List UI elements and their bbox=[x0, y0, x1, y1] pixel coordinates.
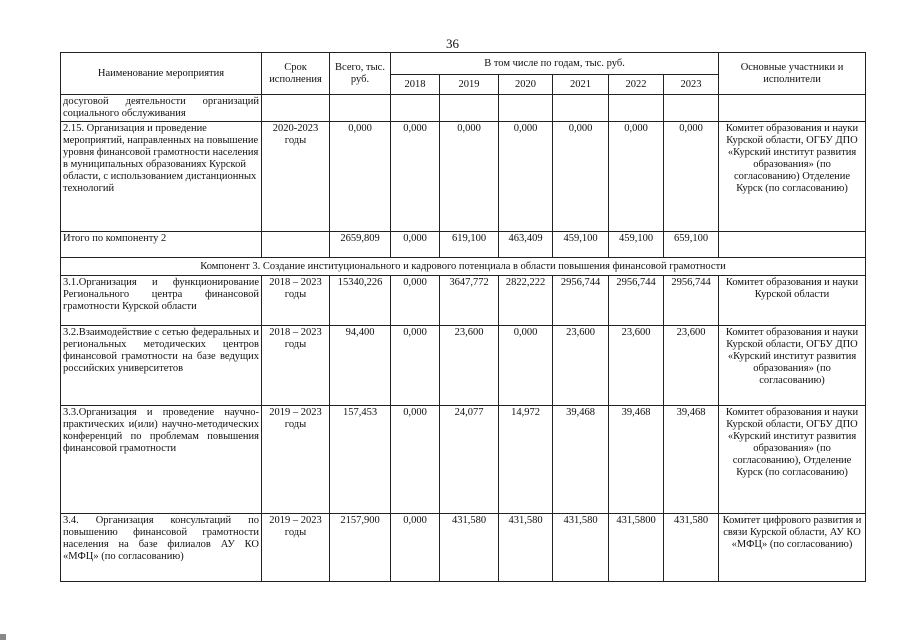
row-year-value: 24,077 bbox=[440, 406, 499, 514]
row-year-value: 2956,744 bbox=[664, 276, 719, 326]
row-term: 2019 – 2023 годы bbox=[262, 406, 330, 514]
scan-artifact bbox=[0, 634, 6, 640]
row-name: 3.1.Организация и функционирование Регионального центра финансовой грамотности Курской области bbox=[61, 276, 262, 326]
row-year-value: 0,000 bbox=[391, 232, 440, 258]
table-row bbox=[61, 276, 866, 326]
header-by-years: В том числе по годам, тыс. руб. bbox=[391, 53, 719, 75]
header-year: 2019 bbox=[440, 75, 499, 95]
row-year-value: 0,000 bbox=[499, 122, 553, 232]
row-year-value bbox=[553, 95, 609, 122]
row-participants: Комитет образования и науки Курской области bbox=[719, 276, 866, 326]
table-row bbox=[61, 232, 866, 258]
header-term: Срок исполнения bbox=[262, 53, 330, 95]
page-number: 36 bbox=[446, 36, 459, 51]
row-year-value: 0,000 bbox=[391, 276, 440, 326]
row-year-value: 39,468 bbox=[553, 406, 609, 514]
budget-table bbox=[60, 52, 866, 582]
row-year-value bbox=[499, 95, 553, 122]
row-total: 2157,900 bbox=[330, 514, 391, 582]
row-term: 2018 – 2023 годы bbox=[262, 326, 330, 406]
row-participants bbox=[719, 232, 866, 258]
row-total: 94,400 bbox=[330, 326, 391, 406]
row-name: 2.15. Организация и проведение мероприятий, направленных на повышение уровня финансовой грамотности населения в муниципальных образованиях Курской области, с использованием дистанционных технологий bbox=[61, 122, 262, 232]
row-year-value: 39,468 bbox=[664, 406, 719, 514]
row-total: 0,000 bbox=[330, 122, 391, 232]
row-participants: Комитет образования и науки Курской области, ОГБУ ДПО «Курский институт развития образования» (по согласованию) bbox=[719, 326, 866, 406]
header-year: 2023 bbox=[664, 75, 719, 95]
row-year-value: 23,600 bbox=[664, 326, 719, 406]
row-year-value: 659,100 bbox=[664, 232, 719, 258]
row-name: досуговой деятельности организаций социального обслуживания bbox=[61, 95, 262, 122]
row-term bbox=[262, 95, 330, 122]
row-year-value: 23,600 bbox=[609, 326, 664, 406]
row-year-value bbox=[440, 95, 499, 122]
row-year-value: 14,972 bbox=[499, 406, 553, 514]
row-participants: Комитет образования и науки Курской области, ОГБУ ДПО «Курский институт развития образования» (по согласованию), Отделение Курск (по согласованию) bbox=[719, 406, 866, 514]
row-year-value: 0,000 bbox=[391, 406, 440, 514]
row-participants: Комитет образования и науки Курской области, ОГБУ ДПО «Курский институт развития образования» (по согласованию) Отделение Курск (по согласованию) bbox=[719, 122, 866, 232]
row-year-value: 23,600 bbox=[553, 326, 609, 406]
row-participants bbox=[719, 95, 866, 122]
row-year-value: 2956,744 bbox=[553, 276, 609, 326]
row-year-value: 3647,772 bbox=[440, 276, 499, 326]
row-total bbox=[330, 95, 391, 122]
component-row bbox=[61, 258, 866, 276]
row-year-value: 431,580 bbox=[664, 514, 719, 582]
header-name: Наименование мероприятия bbox=[61, 53, 262, 95]
row-total: 157,453 bbox=[330, 406, 391, 514]
row-term: 2018 – 2023 годы bbox=[262, 276, 330, 326]
row-year-value: 431,580 bbox=[440, 514, 499, 582]
row-year-value: 0,000 bbox=[391, 326, 440, 406]
header-year: 2020 bbox=[499, 75, 553, 95]
row-total: 2659,809 bbox=[330, 232, 391, 258]
row-term bbox=[262, 232, 330, 258]
row-name: 3.2.Взаимодействие с сетью федеральных и региональных методических центров финансовой грамотности на базе ведущих российских университетов bbox=[61, 326, 262, 406]
table-row bbox=[61, 406, 866, 514]
row-year-value: 0,000 bbox=[664, 122, 719, 232]
row-name: 3.4. Организация консультаций по повышению финансовой грамотности населения на базе филиалов АУ КО «МФЦ» (по согласованию) bbox=[61, 514, 262, 582]
row-year-value: 463,409 bbox=[499, 232, 553, 258]
row-year-value: 0,000 bbox=[391, 122, 440, 232]
table-row bbox=[61, 95, 866, 122]
row-total: 15340,226 bbox=[330, 276, 391, 326]
row-term: 2019 – 2023 годы bbox=[262, 514, 330, 582]
table-row bbox=[61, 326, 866, 406]
row-name: Итого по компоненту 2 bbox=[61, 232, 262, 258]
row-year-value: 431,5800 bbox=[609, 514, 664, 582]
row-year-value: 431,580 bbox=[499, 514, 553, 582]
header-year: 2018 bbox=[391, 75, 440, 95]
row-term: 2020-2023 годы bbox=[262, 122, 330, 232]
row-year-value bbox=[664, 95, 719, 122]
row-year-value bbox=[609, 95, 664, 122]
row-year-value: 619,100 bbox=[440, 232, 499, 258]
header-participants: Основные участники и исполнители bbox=[719, 53, 866, 95]
header-year: 2021 bbox=[553, 75, 609, 95]
row-year-value: 0,000 bbox=[440, 122, 499, 232]
table-row bbox=[61, 514, 866, 582]
row-year-value: 0,000 bbox=[609, 122, 664, 232]
row-year-value: 0,000 bbox=[391, 514, 440, 582]
table-row bbox=[61, 122, 866, 232]
row-name: 3.3.Организация и проведение научно-практических и(или) научно-методических конференций по проблемам повышения финансовой грамотности bbox=[61, 406, 262, 514]
row-year-value: 459,100 bbox=[609, 232, 664, 258]
row-year-value: 23,600 bbox=[440, 326, 499, 406]
row-year-value: 2822,222 bbox=[499, 276, 553, 326]
component-header: Компонент 3. Создание институционального и кадрового потенциала в области повышения финансовой грамотности bbox=[61, 258, 866, 276]
row-year-value bbox=[391, 95, 440, 122]
row-year-value: 39,468 bbox=[609, 406, 664, 514]
header-year: 2022 bbox=[609, 75, 664, 95]
row-year-value: 459,100 bbox=[553, 232, 609, 258]
row-year-value: 431,580 bbox=[553, 514, 609, 582]
row-year-value: 0,000 bbox=[499, 326, 553, 406]
row-participants: Комитет цифрового развития и связи Курской области, АУ КО «МФЦ» (по согласованию) bbox=[719, 514, 866, 582]
row-year-value: 2956,744 bbox=[609, 276, 664, 326]
header-total: Всего, тыс. руб. bbox=[330, 53, 391, 95]
row-year-value: 0,000 bbox=[553, 122, 609, 232]
